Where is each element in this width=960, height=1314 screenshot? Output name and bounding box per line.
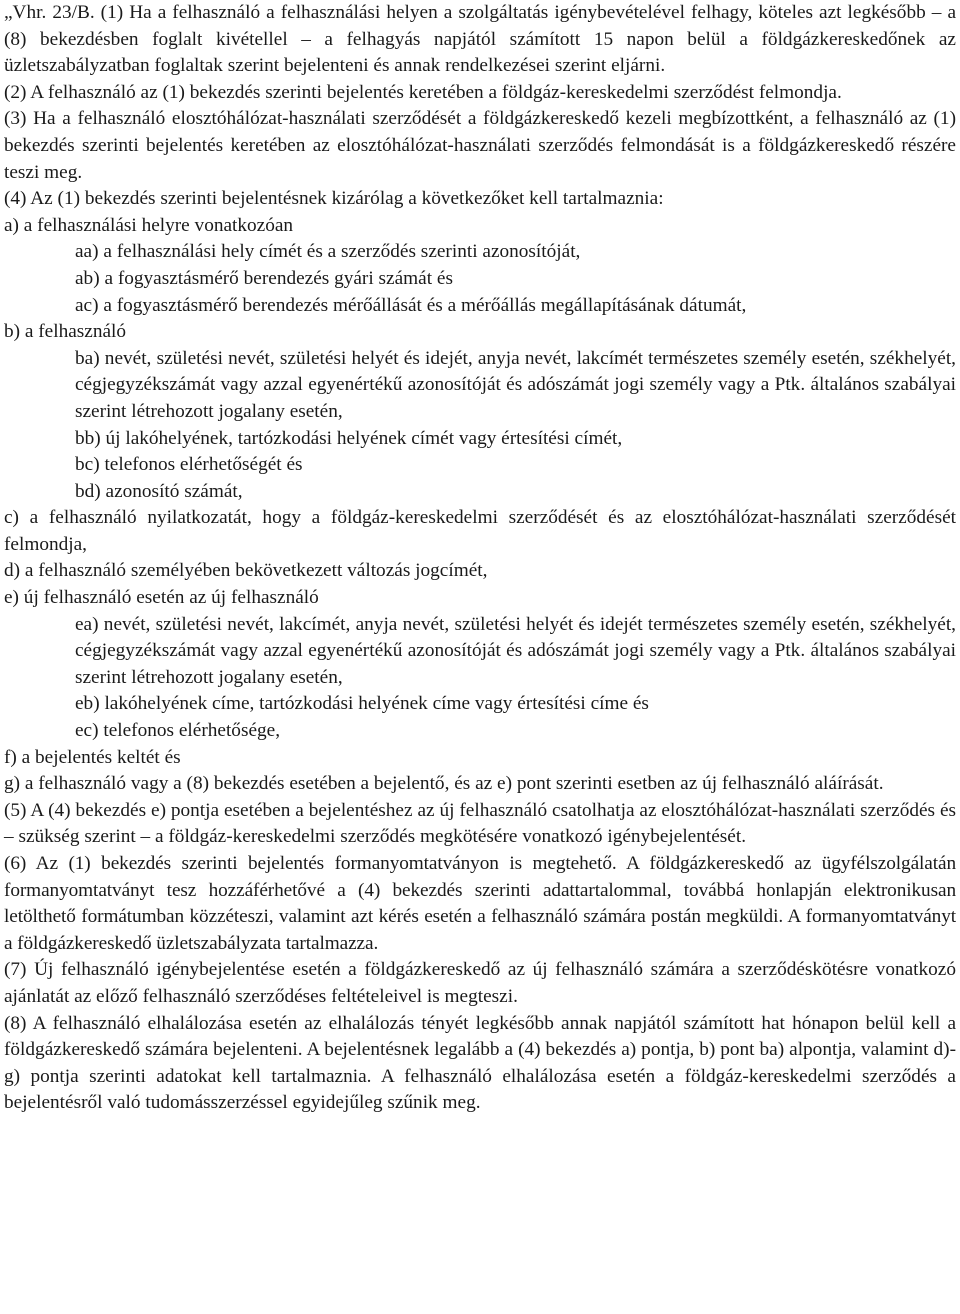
paragraph-6: (6) Az (1) bekezdés szerinti bejelentés formanyomtatványon is megtehető. A földgázkereskedő az ügyfélszolgálatán formanyomtatványt tesz hozzáférhetővé a (4) bekezdés szerinti adattartalommal, továbbá honlapján elektronikusan letölthető formátumban közzéteszi, valamint azt kérés esetén a felhasználó számára postán megküldi. A formanyomtatványt a földgázkereskedő üzletszabályzata tartalmazza. xyxy=(4,853,956,954)
subpoint-eb: eb) lakóhelyének címe, tartózkodási helyének címe vagy értesítési címe és xyxy=(75,693,649,715)
subpoint-ba: ba) nevét, születési nevét, születési helyét és idejét, anyja nevét, lakcímét természetes személy esetén, székhelyét, cégjegyzékszámát vagy azzal egyenértékű azonosítóját és adószámát jogi személy vagy a Ptk. általános szabályai szerint létrehozott jogalany esetén, xyxy=(75,347,956,422)
point-c: c) a felhasználó nyilatkozatát, hogy a földgáz-kereskedelmi szerződését és az elosztóhálózat-használati szerződését felmondja, xyxy=(4,507,956,555)
point-g: g) a felhasználó vagy a (8) bekezdés esetében a bejelentő, és az e) pont szerinti esetben az új felhasználó aláírását. xyxy=(4,773,884,795)
paragraph-1: „Vhr. 23/B. (1) Ha a felhasználó a felhasználási helyen a szolgáltatás igénybevételével felhagy, köteles azt legkésőbb – a (8) bekezdésben foglalt kivétellel – a felhagyás napjától számított 15 napon belül a földgázkereskedőnek az üzletszabályzatban foglaltak szerint bejelenteni és annak rendelkezései szerint eljárni. xyxy=(4,2,956,77)
paragraph-3: (3) Ha a felhasználó elosztóhálózat-használati szerződését a földgázkereskedő kezeli megbízottként, a felhasználó az (1) bekezdés szerinti bejelentés keretében az elosztóhálózat-használati szerződés felmondását is a földgázkereskedő részére teszi meg. xyxy=(4,108,956,183)
point-d: d) a felhasználó személyében bekövetkezett változás jogcímét, xyxy=(4,560,488,582)
subpoint-ea: ea) nevét, születési nevét, lakcímét, anyja nevét, születési helyét és idejét természetes személy esetén, székhelyét, cégjegyzékszámát vagy azzal egyenértékű azonosítóját és adószámát jogi személy vagy a Ptk. általános szabályai szerint létrehozott jogalany esetén, xyxy=(75,613,956,688)
subpoint-ab: ab) a fogyasztásmérő berendezés gyári számát és xyxy=(75,267,453,289)
point-e: e) új felhasználó esetén az új felhasználó xyxy=(4,587,319,609)
subpoint-ac: ac) a fogyasztásmérő berendezés mérőállását és a mérőállás megállapításának dátumát, xyxy=(75,294,747,316)
paragraph-5: (5) A (4) bekezdés e) pontja esetében a bejelentéshez az új felhasználó csatolhatja az elosztóhálózat-használati szerződés és – szükség szerint – a földgáz-kereskedelmi szerződés megkötésére vonatkozó igénybejelentését. xyxy=(4,799,956,848)
paragraph-4: (4) Az (1) bekezdés szerinti bejelentésnek kizárólag a következőket kell tartalmaznia: xyxy=(4,188,664,210)
point-f: f) a bejelentés keltét és xyxy=(4,746,181,768)
subpoint-aa: aa) a felhasználási hely címét és a szerződés szerinti azonosítóját, xyxy=(75,241,581,263)
subpoint-bd: bd) azonosító számát, xyxy=(75,480,243,502)
paragraph-7: (7) Új felhasználó igénybejelentése esetén a földgázkereskedő az új felhasználó számára a szerződéskötésre vonatkozó ajánlatát az előző felhasználó szerződéses feltételeivel is megteszi. xyxy=(4,959,956,1007)
point-b: b) a felhasználó xyxy=(4,321,127,343)
paragraph-8: (8) A felhasználó elhalálozása esetén az elhalálozás tényét legkésőbb annak napjától számított hat hónapon belül kell a földgázkereskedő számára bejelenteni. A bejelentésnek legalább a (4) bekezdés a) pontja, b) pont ba) alpontja, valamint d)-g) pontja szerinti adatokat kell tartalmaznia. A felhasználó elhalálozása esetén a földgáz-kereskedelmi szerződés a bejelentésről való tudomásszerzéssel egyidejűleg szűnik meg. xyxy=(4,1012,956,1114)
subpoint-bc: bc) telefonos elérhetőségét és xyxy=(75,454,303,476)
subpoint-ec: ec) telefonos elérhetősége, xyxy=(75,720,281,742)
point-a: a) a felhasználási helyre vonatkozóan xyxy=(4,214,294,236)
paragraph-2: (2) A felhasználó az (1) bekezdés szerinti bejelentés keretében a földgáz-kereskedelmi szerződést felmondja. xyxy=(4,81,842,103)
subpoint-bb: bb) új lakóhelyének, tartózkodási helyének címét vagy értesítési címét, xyxy=(75,427,623,449)
